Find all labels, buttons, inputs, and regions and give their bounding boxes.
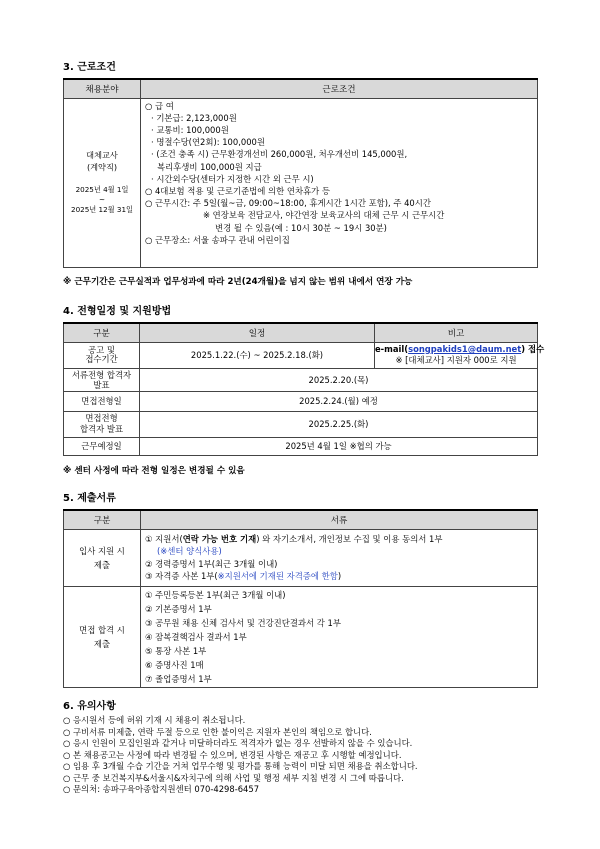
period-start: 2025년 4월 1일 xyxy=(75,184,129,194)
label-line: 면접 합격 시 xyxy=(79,624,125,635)
schedule-label: 근무예정일 xyxy=(64,437,140,455)
remark-prefix: e-mail( xyxy=(375,344,409,354)
label-line: 접수기간 xyxy=(85,354,118,364)
condition-line: ○ 급 여 xyxy=(145,100,174,111)
condition-line: ○ 4대보험 적용 및 근로기준법에 의한 연차휴가 등 xyxy=(145,185,330,196)
note-item: ○ 응시 인원이 모집인원과 같거나 미달하더라도 적격자가 없는 경우 선발하지 않을 수 있습니다. xyxy=(63,738,413,748)
section-4-title: 4. 전형일정 및 지원방법 xyxy=(63,306,172,317)
section-6-title: 6. 유의사항 xyxy=(63,701,116,712)
pass-label-cell xyxy=(64,586,141,687)
remark-apply-line: ※ [대체교사] 지원자 000로 지원 xyxy=(395,355,517,365)
note-item: ○ 근무 중 보건복지부&서울시&자치구에 의해 사업 및 행정 세부 지침 변경 시 그에 따릅니다. xyxy=(63,772,404,783)
schedule-date: 2025.1.22.(수) ~ 2025.2.18.(화) xyxy=(140,342,375,368)
label-line: 면접전형 xyxy=(85,413,118,423)
documents-table xyxy=(63,509,538,688)
section-4-note: ※ 센터 사정에 따라 전형 일정은 변경될 수 있음 xyxy=(63,466,245,476)
doc-blue: ※지원서에 기재된 자격증에 한함 xyxy=(217,570,338,581)
field-line: (계약직) xyxy=(86,162,118,173)
header-schedule: 일정 xyxy=(140,323,375,342)
doc-line: ② 경력증명서 1부(최근 3개월 이내) xyxy=(145,558,278,569)
apply-docs-cell xyxy=(141,529,538,586)
condition-line: ※ 연장보육 전담교사, 야간연장 보육교사의 대체 근무 시 근무시간 xyxy=(203,210,445,221)
header-field: 채용분야 xyxy=(64,79,141,98)
condition-line: 복리후생비 100,000원 지급 xyxy=(157,161,262,172)
pass-docs-cell xyxy=(141,586,538,687)
header-conditions: 근로조건 xyxy=(141,79,538,98)
condition-line: · 기본급: 2,123,000원 xyxy=(151,112,237,123)
note-item: ○ 본 채용공고는 사정에 따라 변경될 수 있으며, 변경된 사항은 재공고 후 시행할 예정입니다. xyxy=(63,749,402,760)
notes-list xyxy=(63,715,543,796)
header-documents: 서류 xyxy=(141,510,538,529)
condition-line: 변경 될 수 있음(예 : 10시 30분 ~ 19시 30분) xyxy=(215,222,387,233)
label-line: 발표 xyxy=(93,379,110,390)
condition-line: ○ 근무시간: 주 5일(월~금, 09:00~18:00, 휴게시간 1시간 포함), 주 40시간 xyxy=(145,198,431,209)
doc-line: ③ 공무원 채용 신체 검사서 및 건강진단결과서 각 1부 xyxy=(145,617,341,628)
doc-bold: 연락 가능 번호 기재 xyxy=(182,534,257,545)
doc-line: ⑦ 졸업증명서 1부 xyxy=(145,673,212,684)
schedule-date: 2025.2.24.(월) 예정 xyxy=(140,391,538,411)
doc-line: ④ 잠복결핵검사 결과서 1부 xyxy=(145,631,247,642)
period-end: 2025년 12월 31일 xyxy=(71,204,133,214)
condition-line: · 시간외수당(센터가 지정한 시간 외 근무 시) xyxy=(151,173,314,184)
doc-line xyxy=(145,570,533,582)
field-cell xyxy=(64,98,141,267)
label-line: 합격자 발표 xyxy=(79,424,124,434)
doc-line: ① 주민등록등본 1부(최근 3개월 이내) xyxy=(145,589,286,600)
doc-line xyxy=(145,533,533,545)
note-item: ○ 구비서류 미제출, 연락 두절 등으로 인한 불이익은 지원자 본인의 책임으로 합니다. xyxy=(63,726,372,737)
note-item: ○ 응시원서 등에 허위 기재 시 채용이 취소됩니다. xyxy=(63,715,246,725)
doc-line: ② 기본증명서 1부 xyxy=(145,603,212,614)
label-line: 서류전형 합격자 xyxy=(71,369,132,380)
schedule-label xyxy=(64,368,140,391)
label-line: 입사 지원 시 xyxy=(79,545,125,556)
doc-text: ① 지원서( xyxy=(145,534,183,545)
email-link[interactable]: songpakids1@daum.net xyxy=(408,344,522,354)
remark-email-line xyxy=(375,344,545,355)
note-item: ○ 임용 후 3개월 수습 기간을 거쳐 업무수행 및 평가를 통해 능력이 미달 되면 채용을 취소합니다. xyxy=(63,761,418,771)
label-line: 제출 xyxy=(93,638,111,649)
schedule-date: 2025.2.25.(화) xyxy=(140,411,538,437)
label-line: 제출 xyxy=(93,559,111,570)
doc-blue-note: (※센터 양식사용) xyxy=(157,546,222,557)
schedule-date: 2025.2.20.(목) xyxy=(140,368,538,391)
label-line: 공고 및 xyxy=(88,345,115,355)
section-3-title: 3. 근로조건 xyxy=(63,62,116,73)
section-5-title: 5. 제출서류 xyxy=(63,493,116,504)
field-line: 대체교사 xyxy=(86,150,118,161)
header-remarks: 비고 xyxy=(375,323,538,342)
header-category: 구분 xyxy=(64,510,141,529)
schedule-date: 2025년 4월 1일 ※협의 가능 xyxy=(140,437,538,455)
doc-text: ) 와 자기소개서, 개인정보 수집 및 이용 동의서 1부 xyxy=(256,534,443,545)
apply-label-cell xyxy=(64,529,141,586)
field-spacer xyxy=(64,174,140,184)
schedule-table xyxy=(63,322,545,456)
doc-text: ③ 자격증 사본 1부( xyxy=(145,570,218,581)
doc-line: ⑤ 통장 사본 1부 xyxy=(145,645,207,656)
condition-line: · 명절수당(연2회): 100,000원 xyxy=(151,137,265,148)
header-category: 구분 xyxy=(64,323,140,342)
condition-line: · (조건 충족 시) 근무환경개선비 260,000원, 처우개선비 145,000원, xyxy=(151,149,408,160)
note-item: ○ 문의처: 송파구육아종합지원센터 070-4298-6457 xyxy=(63,784,260,794)
period-tilde: ~ xyxy=(98,194,106,204)
conditions-cell xyxy=(141,98,538,267)
work-conditions-table xyxy=(63,78,538,268)
doc-line: ⑥ 증명사진 1매 xyxy=(145,659,204,670)
remark-suffix: ) 접수 xyxy=(521,344,545,354)
remarks-cell xyxy=(375,342,545,368)
section-3-note: ※ 근무기간은 근무실적과 업무성과에 따라 2년(24개월)을 넘지 않는 범위 내에서 연장 가능 xyxy=(63,277,413,287)
doc-text: ) xyxy=(337,570,342,581)
schedule-label: 면접전형일 xyxy=(64,391,140,411)
condition-line: ○ 근무장소: 서울 송파구 관내 어린이집 xyxy=(145,234,290,245)
condition-line: · 교통비: 100,000원 xyxy=(151,124,229,135)
schedule-label xyxy=(64,342,140,368)
schedule-label xyxy=(64,411,140,437)
